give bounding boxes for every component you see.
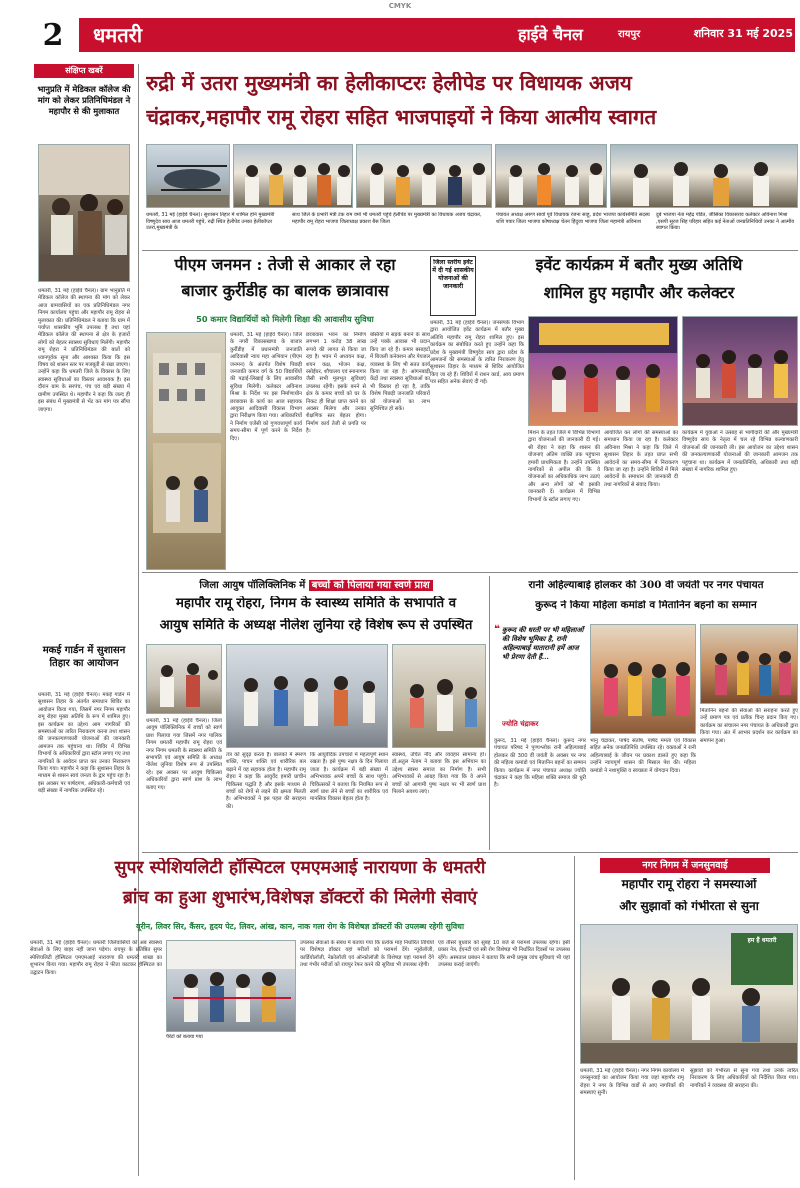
hospital-photo-caption: पैरेंटों को बताया गया — [166, 1034, 203, 1040]
ayush-headline-line1: महापौर रामू रोहरा, निगम के स्वास्थ्य समिति के सभापति व — [175, 596, 457, 611]
hospital-body-col2: उपलब्ध सेवाओं के संबंध में बताया गया कि प्रत्येक माह निर्धारित तिथियों पर विशेषज्ञ डॉक्टर यहां मरीजों को परामर्श देंगे। न्यूरोलॉजी, कार्डियोलॉजी, नेफ्रोलॉजी एवं ऑन्कोलॉजी के विशेषज्ञ यहां परामर्श देंगे तथा गंभीर मरीजों को रायपुर रेफर करने की सुविधा भी उपलब्ध रहेगी। — [300, 940, 434, 969]
hospital-divider — [574, 856, 575, 1180]
pm-headline-line2: बाजार कुर्रीडीह का बालक छात्रावास — [181, 282, 389, 300]
lead-divider — [142, 250, 798, 251]
ayush-body-col3: कि आयुर्वेदिक उपचारों में महत्वपूर्ण स्थान रखता है। इसे पुष्य नक्षत्र के दिन पिलाया जाता है। कार्यक्रम में बड़ी संख्या में अभिभावक अपने बच्चों के साथ पहुंचे। चिकित्सकों ने बताया कि नियमित रूप से स्वर्ण प्राश लेने से बच्चों का शारीरिक एवं मानसिक विकास बेहतर होता है। — [310, 752, 388, 803]
ahilya-photo-2 — [700, 624, 798, 704]
crowd-icon — [357, 145, 492, 208]
lead-headline-line1: रुद्री में उतरा मुख्यमंत्री का हेलीकाप्टरः हेलीपेड पर विधायक अजय — [146, 72, 632, 95]
hospital-photo — [166, 940, 296, 1032]
ayush-label — [146, 578, 486, 594]
lead-headline-line2: चंद्राकर,महापौर रामू रोहरा सहित भाजपाइयों ने किया आत्मीय स्वागत — [146, 106, 657, 129]
page-number: 2 — [42, 18, 64, 53]
cmyk-marker: CMYK — [388, 2, 412, 10]
nagar-photo — [580, 924, 798, 1064]
hospital-body-col1: धमतरी, 31 मई (हाईवे चैनल)। धमतरी जिलेवासियों को अब स्वास्थ्य सेवाओं के लिए बाहर नहीं जाना पड़ेगा। रायपुर के प्रतिष्ठित सुपर स्पेशियलिटी हॉस्पिटल एमएमआई नारायणा की धमतरी शाखा का शुभारंभ किया गया। महापौर रामू रोहरा ने फीता काटकर हॉस्पिटल का उद्घाटन किया। — [30, 940, 162, 976]
hospital-subheadline: यूरीन, लिवर सिर, कैंसर, हृदय पेट, लिवर, आंख, कान, नाक गला रोग के विशेषज्ञ डॉक्टरों की उपलब्ध रहेगी सुविधा — [136, 922, 464, 931]
ahilya-headline-line2: कुरूद ने किया महिला कमांडो व मितानिन बहनों का सम्मान — [535, 600, 757, 611]
nagar-label: नगर निगम में जनसुनवाई — [600, 858, 770, 873]
ayush-label-part1: जिला आयुष पॉलिक्लिनिक में — [199, 580, 306, 591]
lead-caption-1: धमतरी, 31 मई (हाईवे चैनल)। सुशासन तिहार में शामिल होने मुख्यमंत्री विष्णुदेव साय आज धमतरी पहुंचे, रुद्री स्थित हेलीपेड उनका हेलीकॉप्टर उतरा,मुख्यमंत्री के — [146, 212, 275, 232]
nagar-headline-line2: और सुझावों को गंभीरता से सुना — [619, 900, 759, 913]
sidebar-story1-body: धमतरी, 31 मई (हाईवे चैनल)। ग्राम भानुप्रति में मेडिकल कॉलेज की स्थापना की मांग को लेकर आज ग्रामवासियों का एक प्रतिनिधिमंडल नगर निगम कार्यालय पहुंचा और महापौर रामू रोहरा से मुलाकात की। प्रतिनिधिमंडल ने बताया कि ग्राम में पर्याप्त शासकीय भूमि उपलब्ध है तथा यहां मेडिकल कॉलेज की स्थापना से क्षेत्र के हजारों लोगों को बेहतर स्वास्थ्य सुविधाएं मिलेंगी। महापौर रामू रोहरा ने प्रतिनिधिमंडल की बातों को ध्यानपूर्वक सुना और आश्वस्त किया कि इस विषय को शासन स्तर पर मजबूती से रखा जाएगा। उन्होंने कहा कि धमतरी जिले के विकास के लिए स्वास्थ्य सुविधाओं का विस्तार आवश्यक है। इस दौरान ग्राम के सरपंच, पंच एवं बड़ी संख्या में ग्रामीण उपस्थित थे। महापौर ने कहा कि जल्द ही इस संबंध में मुख्यमंत्री से भेंट कर मांग पत्र सौंपा जाएगा। — [38, 288, 130, 413]
ahilya-quote-author: ज्योति चंद्राकर — [502, 720, 539, 728]
ahilya-quote: कुरूद की धरती पर भी महिलाओं की विशेष भूमिका है, रानी अहिल्याबाई मातारानी हमें आज भी प्रेरणा देती हैं... — [502, 626, 584, 661]
lead-caption-4: दुबे भाजपा नेता महेंद्र पंडित, जीसिका विकासराव कलेक्टर अविनाश मिश्रा ,एसपी सूरज सिंह परिहार सहित कई नेताओं जनप्रतिनिधियों उनका ने आत्मीय स्वागत किया। — [656, 212, 795, 232]
event-photo-audience — [682, 316, 798, 426]
quote-icon: ❝ — [494, 624, 500, 635]
ayush-photo-3 — [392, 644, 486, 748]
mid-divider — [142, 572, 798, 573]
women-group-icon — [701, 625, 798, 704]
hospital-body-col3: एवं तीसरे बुधवार को सुबह 10 बजे से परामर्श उपलब्ध रहेगा। इसी प्रकार नेत्र, ईएनटी एवं स्त्री रोग विशेषज्ञ भी निर्धारित दिवसों पर उपलब्ध रहेंगे। अस्पताल प्रबंधन ने बताया कि सभी प्रमुख जांच सुविधाएं भी यहां उपलब्ध कराई जाएंगी। — [438, 940, 570, 969]
pm-subheadline: 50 कमार विद्यार्थियों को मिलेगी शिक्षा की आवासीय सुविधा — [196, 314, 374, 324]
lead-photo-reception-4 — [610, 144, 798, 208]
brand-logo — [518, 22, 616, 48]
nagar-body-col1: धमतरी, 31 मई (हाईवे चैनल)। नगर निगम कार्यालय में जनसुनवाई का आयोजन किया गया जहां महापौर रामू रोहरा ने नगर के विभिन्न वार्डों से आए नागरिकों की समस्याएं सुनीं। — [580, 1068, 684, 1097]
event-photo-stage — [528, 316, 678, 426]
pm-body-col2: छात्रावास भवन का निर्माण लगभग 1 करोड़ 38 लाख रूपये की लागत से किया जा रहा है। भवन में अध्ययन कक्ष, शयन कक्ष, भोजन कक्ष, रसोईघर, शौचालय एवं स्नानागार जैसी सभी मूलभूत सुविधाएं उपलब्ध रहेंगी। इसके बनने से क्षेत्र के कमार बच्चों को घर के निकट ही शिक्षा प्राप्त करने का अवसर मिलेगा और उनका शैक्षणिक स्तर बेहतर होगा। निर्माण कार्य तेजी से प्रगति पर है। — [306, 332, 366, 435]
ahilya-quote-box — [494, 624, 586, 734]
nagar-headline-line1: महापौर रामू रोहरा ने समस्याओं — [621, 878, 757, 891]
nagar-photo-banner: हम हैं धमतरी — [747, 937, 777, 944]
ayush-divider — [489, 576, 490, 850]
lead-photo-helicopter — [146, 144, 230, 208]
pm-body-col1: धमतरी, 31 मई (हाईवे चैनल)। जिले के नगरी विकासखण्ड के बाजार कुर्रीडीह में प्रधानमंत्री जनजाति आदिवासी न्याय महा अभियान (पीएम जनमन) के अंतर्गत विशेष पिछड़ी जनजाति कमार वर्ग के 50 विद्यार्थियों की पढ़ाई-लिखाई के लिए आवासीय सुविधा मिलेगी। कलेक्टर अविनाश मिश्रा के निर्देश पर इस निर्माणाधीन छात्रावास के कार्य का आज सहायक आयुक्त आदिवासी विकास विभाग द्वारा निरीक्षण किया गया। अधिकारियों ने निर्माण एजेंसी को गुणवत्तापूर्ण कार्य समय-सीमा में पूर्ण करने के निर्देश दिए। — [230, 332, 302, 442]
sidebar-story2-body: धमतरी, 31 मई (हाईवे चैनल)। मकई गार्डन में सुशासन तिहार के अंतर्गत समाधान शिविर का आयोजन किया गया, जिसमें नगर निगम महापौर रामू रोहरा मुख्य अतिथि के रूप में शामिल हुए। इस कार्यक्रम का उद्देश्य आम नागरिकों की समस्याओं का त्वरित निराकरण करना तथा शासन की जनकल्याणकारी योजनाओं की जानकारी आमजन तक पहुंचाना था। शिविर में विभिन्न विभागों के अधिकारियों द्वारा स्टॉल लगाए गए तथा नागरिकों के आवेदन प्राप्त कर उनका निराकरण किया गया। महापौर ने कहा कि सुशासन तिहार के माध्यम से शासन स्वयं जनता के द्वार पहुंच रहा है। इस अवसर पर पार्षदगण, अधिकारी-कर्मचारी एवं बड़ी संख्या में नागरिक उपस्थित रहे। — [38, 692, 130, 795]
ahilya-body-col2: भानु चंद्राकर, पार्षद संतोष, पार्षद ममता एवं विकास सहित अनेक जनप्रतिनिधि उपस्थित रहे। वक्ताओं ने रानी अहिल्याबाई के जीवन पर प्रकाश डालते हुए कहा कि उन्होंने न्यायपूर्ण शासन की मिसाल पेश की। महिला कमांडो ने नशामुक्ति व स्वच्छता में योगदान दिया। — [590, 738, 696, 774]
ayush-headline-line2: आयुष समिति के अध्यक्ष नीलेश लुनिया रहे विशेष रूप से उपस्थित — [159, 618, 473, 633]
ahilya-photo-1 — [590, 624, 696, 734]
event-body-col1: धमतरी, 31 मई (हाईवे चैनल)। जनसंपर्क विभाग द्वारा आयोजित इवेंट कार्यक्रम में बतौर मुख्य अतिथि महापौर रामू रोहरा शामिल हुए। इस कार्यक्रम का संबोधित करते हुए उन्होंने कहा कि प्रदेश के मुख्यमंत्री विष्णुदेव साय द्वारा प्रदेश के आमजनों की समस्याओं के त्वरित निराकरण हेतु सुशासन तिहार के माध्यम से शिविर आयोजित किए जा रहे हैं। शिविरों में राशन कार्ड, आय प्रमाण पत्र सहित अनेक सेवाएं दी गईं। — [430, 320, 524, 386]
lead-caption-3: पंचायत अध्यक्ष अरुण सार्वा पूर्व विधायक रंजना साहू, प्रदेश भाजपा कार्यसमिति सदस्य शशि पवार जिला भाजपा कोषाध्यक्ष चेतन हिंदुजा भाजपा जिला महामंत्री अविनाश — [496, 212, 650, 225]
pm-body-col3: बस्तियों में सड़कें बनाने के साथ उन्हें पक्के आवास भी प्रदान किए जा रहे हैं। कमार बसाहटों में बिजली कनेक्शन और पेयजल व्यवस्था के लिए भी सतत कार्य किया जा रहा है। आंगनबाड़ी केंद्रों तथा स्वास्थ्य सुविधाओं का भी विस्तार हो रहा है, ताकि विशेष पिछड़ी जनजाति परिवारों को योजनाओं का लाभ सुनिश्चित हो सके। — [370, 332, 430, 413]
crowd-icon — [234, 145, 353, 208]
stage-event-icon — [529, 317, 678, 426]
sidebar-story1-headline: भानुप्रति में मेडिकल कॉलेज की मांग को लेकर प्रतिनिधिमंडल ने महापौर से की मुलाकात — [37, 84, 131, 116]
ayush-photo-2 — [226, 644, 388, 748]
hospital-headline-line2: ब्रांच का हुआ शुभारंभ,विशेषज्ञ डॉक्टरों की मिलेगी सेवाएं — [122, 888, 478, 908]
ahilya-body-col1: कुरूद, 31 मई (हाईवे चैनल)। कुरूद नगर पंचायत परिषद ने पुण्यश्लोक रानी अहिल्याबाई होलकर की 300 वीं जयंती के अवसर पर नगर की महिला कमांडो एवं मितानिन बहनों का सम्मान किया। कार्यक्रम में नगर पंचायत अध्यक्ष ज्योति चंद्राकर ने कहा कि महिला शक्ति समाज की धुरी है। — [494, 738, 586, 789]
ayush-body-col1: धमतरी, 31 मई (हाईवे चैनल)। जिला आयुष पॉलिक्लिनिक में बच्चों को स्वर्ण प्राश पिलाया गया जिसमें नगर पालिक निगम धमतरी महापौर रामू रोहरा एवं नगर निगम धमतरी के स्वास्थ्य समिति के सभापति एवं आयुष समिति के अध्यक्ष नीलेश लुनिया विशेष रूप से उपस्थित रहे। इस अवसर पर आयुष चिकित्सा अधिकारियों द्वारा स्वर्ण प्राश के लाभ बताए गए। — [146, 718, 222, 791]
header-date: शनिवार 31 मई 2025 — [693, 27, 793, 40]
lead-photo-reception-3 — [495, 144, 607, 208]
ahilya-headline-line1: रानी अहिल्याबाई होलकर की 300 वीं जयंती पर नगर पंचायत — [528, 580, 764, 591]
ribbon-cutting-icon — [167, 941, 296, 1032]
event-headline-line1: इवेंट कार्यक्रम में बतौर मुख्य अतिथि — [535, 256, 743, 274]
header-city: रायपुर — [618, 29, 641, 40]
ayush-body-col4: स्वास्थ्य, उचित नींद और व्यवहार सामान्य हो। डॉ.अतुल नेताम ने बताया कि इस अभियान का उद्देश्य स्वस्थ समाज का निर्माण है। सभी अभिभावकों से आग्रह किया गया कि वे अपने बच्चों को आगामी पुष्य नक्षत्र पर भी स्वर्ण प्राश पिलाने अवश्य लाएं। — [392, 752, 486, 796]
ayush-label-part2: बच्चों को पिलाया गया स्वर्ण प्राश — [309, 580, 433, 591]
children-icon — [393, 645, 486, 748]
section-name: धमतरी — [93, 23, 143, 47]
ayush-body-col2: तंत्र को सुदृढ़ करता है। बालकों में स्मरण शक्ति, पाचन शक्ति एवं शारीरिक बल बढ़ाने में यह सहायक होता है। महापौर रामू रोहरा ने कहा कि आयुर्वेद हमारी प्राचीन चिकित्सा पद्धति है और इसके माध्यम से बच्चों को रोगों से लड़ने की क्षमता मिलती है। अभिभावकों ने इस पहल की सराहना की। — [226, 752, 306, 810]
sidebar-story2-headline: मकई गार्डन में सुशासन तिहार का आयोजन — [42, 645, 126, 669]
helicopter-icon — [147, 145, 230, 208]
event-headline-line2: शामिल हुए महापौर और कलेक्टर — [543, 284, 735, 302]
ayush-photo-1 — [146, 644, 222, 714]
event-body-col4: कार्यक्रम में युवाओं ने उत्साह से भागीदारी की और मुख्यमंत्री विष्णुदेव साय के नेतृत्व में चल रहे विभिन्न कल्याणकारी योजनाओं की जानकारी ली। इस आयोजन का उद्देश्य शासन की जनकल्याणकारी योजनाओं की जानकारी आमजन तक पहुंचाना था। कार्यक्रम में जनप्रतिनिधि, अधिकारी तथा बड़ी संख्या में नागरिक शामिल हुए। — [682, 430, 798, 474]
hospital-headline-line1: सुपर स्पेशियलिटी हॉस्पिटल एमएमआई नारायणा के धमतरी — [114, 858, 486, 878]
event-body-col3: आयोजित कर लोगों की समस्याओं का समाधान किया जा रहा है। कलेक्टर अविनाश मिश्रा ने कहा कि जिले में सुशासन तिहार के तहत प्राप्त सभी आवेदनों का समय-सीमा में निराकरण किया जा रहा है। उन्होंने शिविरों में मिले आवेदनों के समाधान की जानकारी दी तथा नागरिकों से संवाद किया। — [604, 430, 678, 488]
pm-photo-hostel — [146, 332, 226, 570]
crowd-icon — [496, 145, 607, 208]
nagar-body-col2: सुझावों को गंभीरता से सुना गया तथा उनके त्वरित निराकरण के लिए अधिकारियों को निर्देशित किया गया। नागरिकों ने व्यवस्था की सराहना की। — [690, 1068, 798, 1089]
crowd-icon — [611, 145, 798, 208]
masthead — [35, 16, 795, 56]
brand-name: हाईवे चैनल — [518, 25, 583, 44]
lead-photo-reception-2 — [356, 144, 492, 208]
ahilya-body-col3: मितानिन बहनों की सेवाओं की सराहना करते हुए उन्हें प्रमाण पत्र एवं प्रतीक चिन्ह प्रदान किए गए। कार्यक्रम का संचालन नगर पंचायत के अधिकारी द्वारा किया गया। अंत में आभार प्रदर्शन कर कार्यक्रम का समापन हुआ। — [700, 708, 798, 744]
audience-icon — [683, 317, 798, 426]
public-hearing-icon — [581, 925, 798, 1064]
clinic-icon — [227, 645, 388, 748]
sidebar-title: संक्षिप्त खबरें — [34, 64, 134, 78]
pm-headline-line1: पीएम जनमन : तेजी से आकार ले रहा — [174, 256, 396, 274]
building-icon — [147, 333, 226, 570]
info-box-text: जिला स्तरीय इवेंट में दी गई शासकीय योजनाओं की जानकारी — [432, 259, 474, 290]
sidebar-story1-photo — [38, 144, 130, 282]
lead-photo-reception-1 — [233, 144, 353, 208]
lead-caption-2: साथ जिले के प्रभारी मंत्री टंक राम वर्मा भी धमतरी पहुंचे हेलीपेड पर मुख्यमंत्री का विधायक अजय चंद्राकर, महापौर रामू रोहरा भाजपा जिलाध्यक्ष प्रकाश बैस जिला — [292, 212, 482, 225]
info-box — [430, 256, 476, 316]
women-honor-icon — [591, 625, 696, 734]
meeting-photo-icon — [39, 145, 130, 282]
event-body-col2: मिशन के तहत जिले में विभिन्न विभागों द्वारा योजनाओं की जानकारी दी गई। श्री रोहरा ने कहा कि शासन की योजनाएं अंतिम व्यक्ति तक पहुंचाना हमारी प्राथमिकता है। उन्होंने उपस्थित नागरिकों से अपील की कि वे योजनाओं का अधिकाधिक लाभ उठाएं और अन्य लोगों को भी इसकी जानकारी दें। कार्यक्रम में विभिन्न विभागों के स्टॉल लगाए गए। — [528, 430, 600, 503]
people-icon — [147, 645, 222, 714]
lower-divider — [142, 852, 798, 853]
